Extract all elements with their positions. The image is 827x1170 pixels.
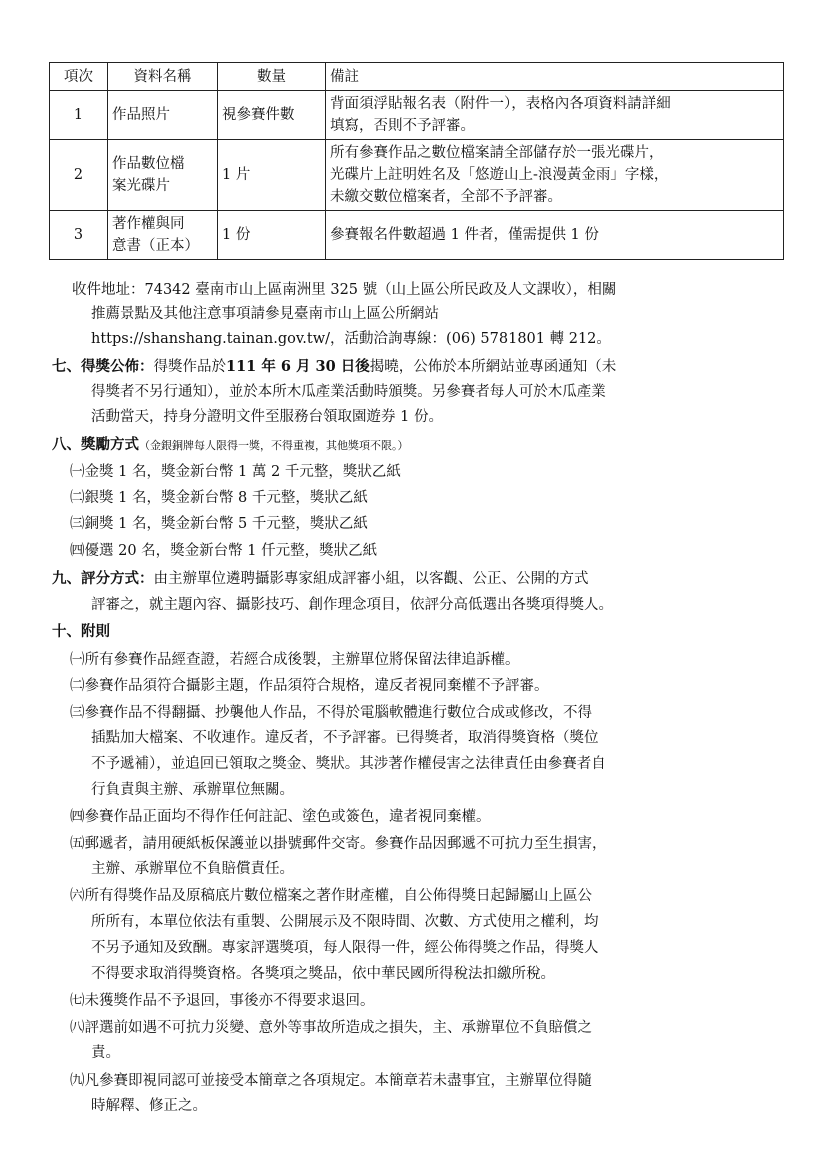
rule-line: ㈧評選前如遇不可抗力災變、意外等事故所造成之損失，主、承辦單位不負賠償之 [70,1020,592,1036]
submission-items-table [49,62,784,260]
table-row [50,140,784,211]
note-line: 光碟片上註明姓名及「悠遊山上-浪漫黃金雨」字樣， [330,167,669,183]
award-item: ㈡銀獎 1 名，獎金新台幣 8 千元整，獎狀乙紙 [70,490,368,506]
announce-date: 111 年 6 月 30 日後 [226,358,370,375]
rule-line: 不予遞補），並追回已領取之獎金、獎狀。其涉著作權侵害之法律責任由參賽者自 [91,756,606,772]
rule-line: ㈠所有參賽作品經查證，若經合成後製，主辦單位將保留法律追訴權。 [70,652,520,668]
rule-line: ㈤郵遞者，請用硬紙板保護並以掛號郵件交寄。參賽作品因郵遞不可抗力至生損害， [70,836,607,852]
note-line: 所有參賽作品之數位檔案請全部儲存於一張光碟片， [330,145,664,161]
rule-line: 時解釋、修正之。 [91,1098,207,1114]
rule-line: ㈡參賽作品須符合攝影主題，作品須符合規格，違反者視同棄權不予評審。 [70,678,549,694]
note-line: 背面須浮貼報名表（附件一），表格內各項資料請詳細 [330,96,671,112]
rule-line: ㈥所有得獎作品及原稿底片數位檔案之著作財產權，自公佈得獎日起歸屬山上區公 [70,888,592,904]
table-row [50,211,784,260]
section-9-line [52,568,589,590]
row-name-line: 案光碟片 [112,178,170,194]
address-line: 推薦景點及其他注意事項請參見臺南市山上區公所網站 [91,306,439,322]
col-header-name: 資料名稱 [108,63,218,91]
row-no: 2 [50,140,108,211]
row-name-line: 著作權與同 [112,216,185,232]
row-qty: 1 份 [218,211,326,260]
row-qty: 視參賽件數 [218,91,326,140]
note-line: 填寫，否則不予評審。 [330,118,475,134]
row-qty: 1 片 [218,140,326,211]
section-9-text: 由主辦單位遴聘攝影專家組成評審小組，以客觀、公正、公開的方式 [153,571,589,587]
section-7-line [52,356,616,378]
table-row [50,91,784,140]
note-line: 參賽報名件數超過 1 件者，僅需提供 1 份 [330,227,599,243]
rule-line: ㈦未獲獎作品不予退回，事後亦不得要求退回。 [70,993,375,1009]
table-header-row [50,63,784,91]
note-line: 未繳交數位檔案者，全部不予評審。 [330,189,562,205]
row-name-line: 作品照片 [112,107,170,123]
section-7-text: 揭曉，公佈於本所網站並專函通知（未 [369,359,617,375]
row-no: 3 [50,211,108,260]
row-name [108,211,218,260]
row-note [326,91,784,140]
rule-line: 責。 [91,1045,120,1061]
rule-line: ㈨凡參賽即視同認可並接受本簡章之各項規定。本簡章若未盡事宜，主辦單位得隨 [70,1073,592,1089]
section-8-heading: 八、獎勵方式 [52,436,139,453]
rule-line: ㈢參賽作品不得翻攝、抄襲他人作品，不得於電腦軟體進行數位合成或修改，不得 [70,705,592,721]
section-9-line: 評審之，就主題內容、攝影技巧、創作理念項目，依評分高低選出各獎項得獎人。 [91,597,613,613]
row-name [108,140,218,211]
rule-line: 所所有，本單位依法有重製、公開展示及不限時間、次數、方式使用之權利，均 [91,914,599,930]
row-note [326,140,784,211]
col-header-no: 項次 [50,63,108,91]
rule-line: 主辦、承辦單位不負賠償責任。 [91,861,294,877]
section-7-text: 得獎作品於 [153,359,226,375]
award-item: ㈢銅獎 1 名，獎金新台幣 5 千元整，獎狀乙紙 [70,516,368,532]
section-7-line: 得獎者不另行通知），並於本所木瓜產業活動時頒獎。另參賽者每人可於木瓜產業 [91,384,606,400]
address-line: https://shanshang.tainan.gov.tw/，活動洽詢專線：(06) 5781801 轉 212。 [91,331,611,347]
rule-line: 行負責與主辦、承辦單位無關。 [91,782,294,798]
award-item: ㈠金獎 1 名，獎金新台幣 1 萬 2 千元整，獎狀乙紙 [70,464,401,480]
rule-line: 不另予通知及致酬。專家評選獎項，每人限得一件，經公佈得獎之作品，得獎人 [91,940,599,956]
row-name-line: 作品數位檔 [112,156,185,172]
address-line: 收件地址：74342 臺南市山上區南洲里 325 號（山上區公所民政及人文課收），相關 [72,282,617,298]
col-header-note: 備註 [326,63,784,91]
row-no: 1 [50,91,108,140]
rule-line: ㈣參賽作品正面均不得作任何註記、塗色或簽色，違者視同棄權。 [70,809,491,825]
rule-line: 不得要求取消得獎資格。各獎項之獎品，依中華民國所得稅法扣繳所稅。 [91,966,555,982]
col-header-qty: 數量 [218,63,326,91]
row-note [326,211,784,260]
section-8-heading-line [52,434,409,457]
rule-line: 插點加大檔案、不收連作。違反者，不予評審。已得獎者，取消得獎資格（獎位 [91,730,599,746]
section-7-heading: 七、得獎公佈： [52,358,154,375]
section-8-note: （金銀銅牌每人限得一獎，不得重複，其他獎項不限。） [139,439,409,452]
row-name-line: 意書（正本） [112,238,199,254]
section-9-heading: 九、評分方式： [52,570,154,587]
section-10-heading: 十、附則 [52,623,110,640]
award-item: ㈣優選 20 名，獎金新台幣 1 仟元整，獎狀乙紙 [70,543,378,559]
row-name [108,91,218,140]
section-7-line: 活動當天，持身分證明文件至服務台領取園遊券 1 份。 [91,409,443,425]
